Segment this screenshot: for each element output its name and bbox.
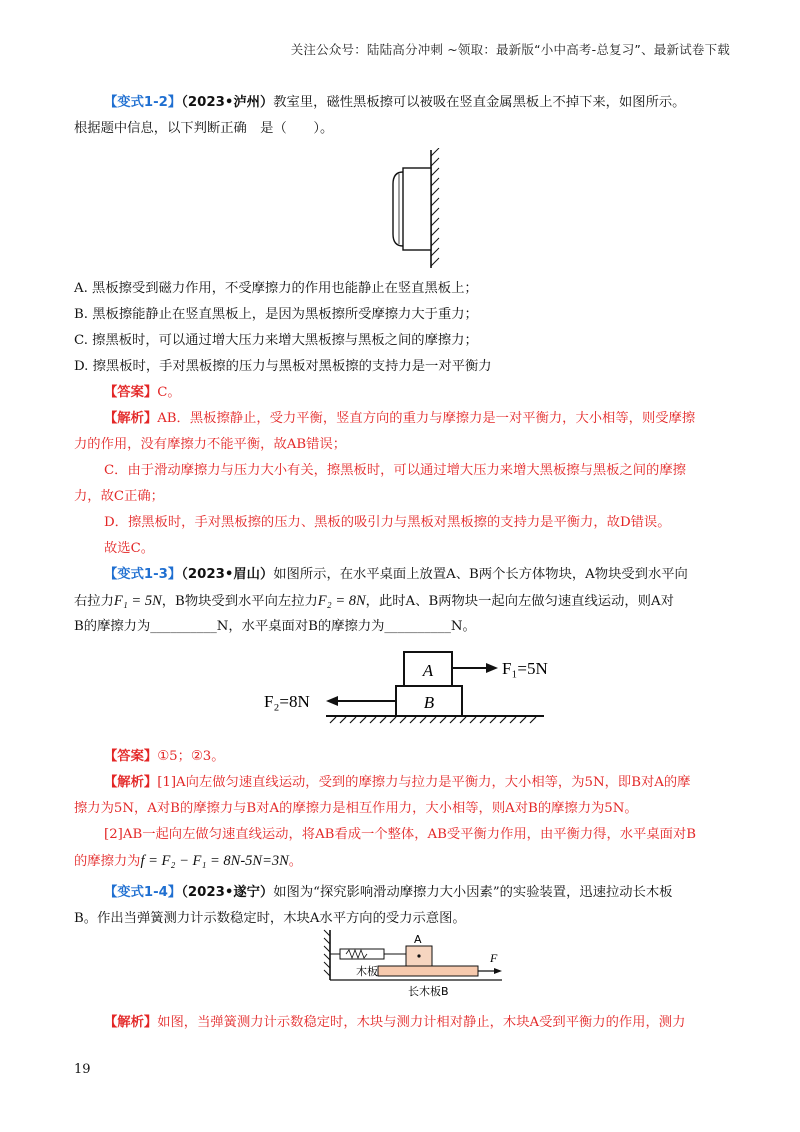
q1-option-d: D. 擦黑板时，手对黑板擦的压力与黑板对黑板擦的支持力是一对平衡力 — [74, 359, 492, 374]
q1-analysis-line1: 【解析】AB．黑板擦静止，受力平衡，竖直方向的重力与摩擦力是一对平衡力，大小相等，则受摩擦 — [104, 411, 696, 426]
block-b-label: B — [423, 693, 435, 712]
q1-analysis-line2: 力的作用，没有摩擦力不能平衡，故AB错误； — [74, 437, 347, 452]
q3-stem-line1: 【变式1-4】（2023•遂宁）如图为“探究影响滑动摩擦力大小因素”的实验装置，迅速拉动长木板 — [104, 885, 673, 900]
f2-label: F₂=8N — [264, 692, 310, 711]
q1-stem-line1 — [74, 90, 734, 116]
q1-option-c: C. 擦黑板时，可以通过增大压力来增大黑板擦与黑板之间的摩擦力； — [74, 333, 478, 348]
q1-analysis-line6: 故选C。 — [104, 541, 155, 556]
q2-analysis-line4: 的摩擦力为f = F₂ − F₁ = 8N-5N=3N。 — [74, 853, 303, 869]
q3-tag: 【变式1-4】 — [104, 885, 182, 900]
wood-board-label: 木板 — [356, 965, 378, 978]
block-a-label: A — [414, 933, 422, 946]
blocks-ab-figure — [258, 646, 548, 726]
q2-analysis-label: 【解析】 — [104, 775, 158, 790]
q3-stem-line2: B。作出当弹簧测力计示数稳定时，木块A水平方向的受力示意图。 — [74, 911, 466, 926]
q2-f1-formula: F₁ = 5N — [113, 593, 162, 609]
q2-source: （2023•眉山） — [181, 567, 274, 582]
q2-analysis-line3: [2]AB一起向左做匀速直线运动，将AB看成一个整体，AB受平衡力作用，由平衡力得，水平桌面对B — [104, 827, 697, 842]
pull-force-label: F — [490, 951, 498, 965]
q2-analysis-line2: 擦力为5N，A对B的摩擦力与B对A的摩擦力是相互作用力，大小相等，则A对B的摩擦力为5N。 — [74, 801, 638, 816]
q3-analysis-label: 【解析】 — [104, 1015, 158, 1030]
q1-option-a: A. 黑板擦受到磁力作用，不受摩擦力的作用也能静止在竖直黑板上； — [74, 281, 478, 296]
q1-answer-label: 【答案】 — [104, 385, 158, 400]
q1-stem-text1: 教室里，磁性黑板擦可以被吸在竖直金属黑板上不掉下来，如图所示。 — [273, 95, 686, 110]
q1-analysis-line5: D．擦黑板时，手对黑板擦的压力、黑板的吸引力与黑板对黑板擦的支持力是平衡力，故D错误。 — [104, 515, 671, 530]
q1-option-b: B. 黑板擦能静止在竖直黑板上，是因为黑板擦所受摩擦力大于重力； — [74, 307, 478, 322]
f1-label: F₁=5N — [502, 659, 548, 678]
q2-stem-line2: 右拉力F₁ = 5N，B物块受到水平向左拉力F₂ = 8N，此时A、B两物块一起向左做匀速直线运动，则A对 — [74, 593, 674, 609]
q1-answer-text: C。 — [157, 385, 181, 400]
q2-stem-line1: 【变式1-3】（2023•眉山）如图所示，在水平桌面上放置A、B两个长方体物块，A物块受到水平向 — [104, 567, 688, 582]
long-board-label: 长木板B — [408, 985, 449, 998]
eraser-on-blackboard-figure — [385, 148, 445, 270]
q1-analysis-line4: 力，故C正确； — [74, 489, 164, 504]
page-header: 关注公众号：陆陆高分冲刺 ~领取：最新版“小中高考-总复习”、最新试卷下载 — [290, 42, 730, 57]
q1-analysis-label: 【解析】 — [104, 411, 158, 426]
q2-tag: 【变式1-3】 — [104, 567, 182, 582]
q1-analysis-line3: C．由于滑动摩擦力与压力大小有关，擦黑板时，可以通过增大压力来增大黑板擦与黑板之间的摩擦 — [104, 463, 686, 478]
page-number: 19 — [74, 1062, 91, 1077]
q3-source: （2023•遂宁） — [181, 885, 274, 900]
q1-source: （2023•泸州） — [181, 95, 274, 110]
q2-f2-formula: F₂ = 8N — [317, 593, 366, 609]
q2-answer-label: 【答案】 — [104, 749, 158, 764]
q2-stem-line3: B的摩擦力为__________N，水平桌面对B的摩擦力为__________N。 — [74, 619, 476, 634]
block-a-label: A — [422, 661, 434, 680]
q2-answer — [74, 744, 734, 770]
q2-analysis-line1: 【解析】[1]A向左做匀速直线运动，受到的摩擦力与拉力是平衡力，大小相等，为5N，即B对A的摩 — [104, 775, 691, 790]
q1-stem-line2: 根据题中信息，以下判断正确 是（ ）。 — [74, 121, 334, 136]
q1-tag: 【变式1-2】 — [104, 95, 182, 110]
q2-answer-text: ①5；②3。 — [157, 749, 225, 764]
friction-experiment-figure — [322, 928, 512, 1000]
q2-friction-formula: f = F₂ − F₁ = 8N-5N=3N — [140, 853, 289, 869]
q1-answer — [74, 380, 734, 406]
q3-analysis-line1: 【解析】如图，当弹簧测力计示数稳定时，木块与测力计相对静止，木块A受到平衡力的作用，测力 — [104, 1015, 686, 1030]
